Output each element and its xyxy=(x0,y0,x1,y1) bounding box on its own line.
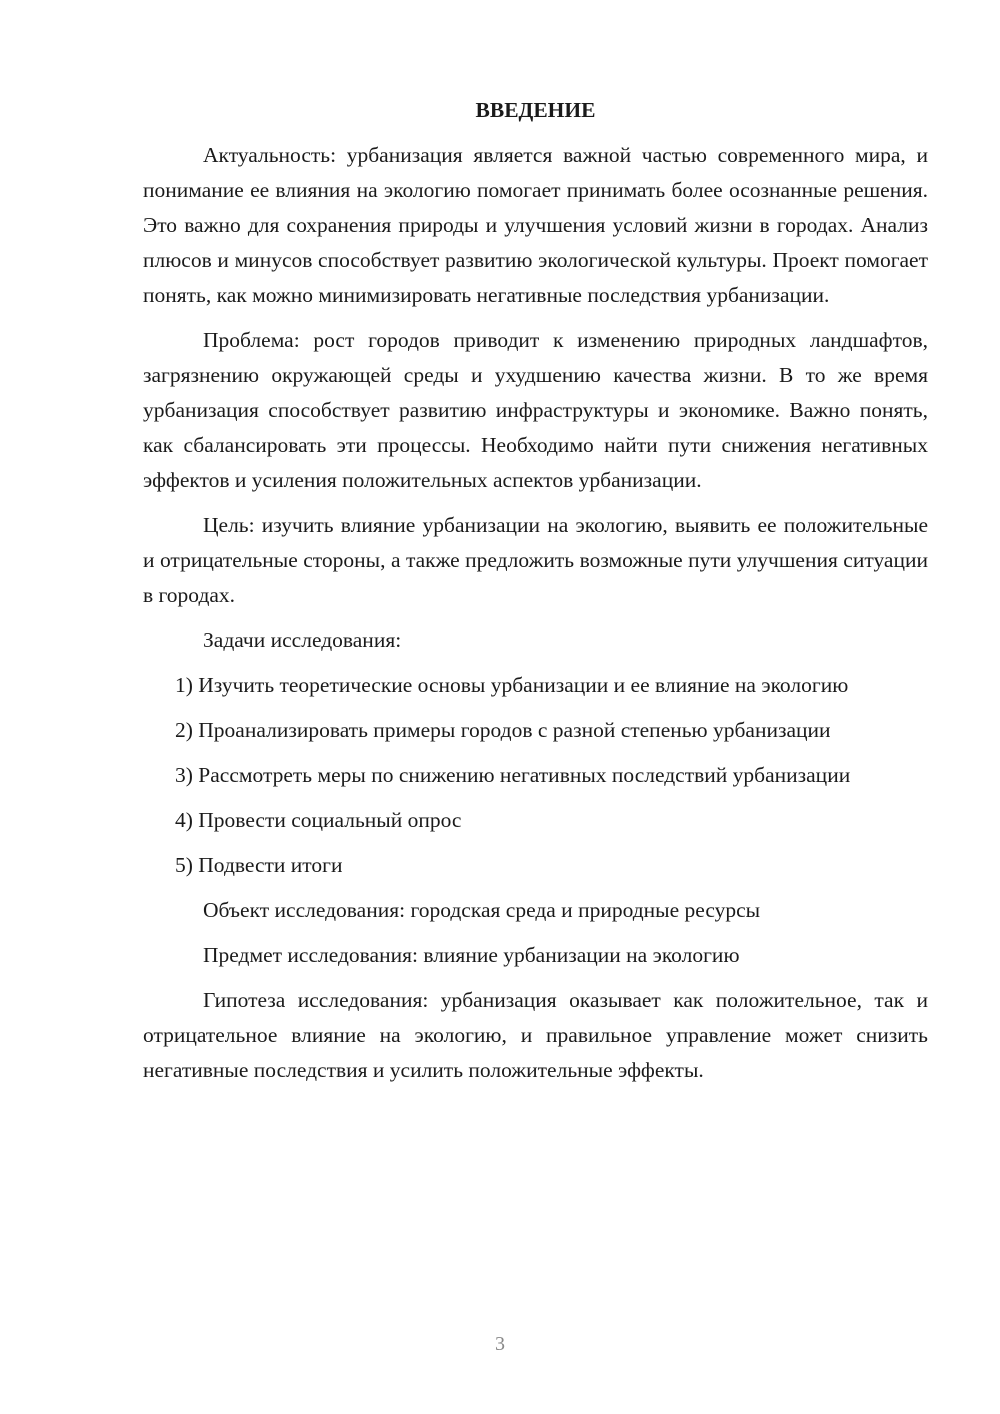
object-paragraph: Объект исследования: городская среда и природные ресурсы xyxy=(203,898,761,922)
task-item: 1) Изучить теоретические основы урбанизации и ее влияние на экологию xyxy=(175,673,849,697)
tasks-heading: Задачи исследования: xyxy=(203,628,402,652)
section-title: ВВЕДЕНИЕ xyxy=(475,98,596,122)
document-page xyxy=(143,90,928,1098)
subject-paragraph: Предмет исследования: влияние урбанизации на экологию xyxy=(203,943,740,967)
task-item: 2) Проанализировать примеры городов с разной степенью урбанизации xyxy=(175,718,831,742)
page-number: 3 xyxy=(495,1333,505,1355)
task-item: 4) Провести социальный опрос xyxy=(175,808,462,832)
goal-paragraph: Цель: изучить влияние урбанизации на экологию, выявить ее положительные и отрицательные стороны, а также предложить возможные пути улучшения ситуации в городах. xyxy=(143,513,928,607)
task-item: 5) Подвести итоги xyxy=(175,853,343,877)
task-item: 3) Рассмотреть меры по снижению негативных последствий урбанизации xyxy=(175,763,851,787)
hypothesis-paragraph: Гипотеза исследования: урбанизация оказывает как положительное, так и отрицательное влияние на экологию, и правильное управление может снизить негативные последствия и усилить положительные эффекты. xyxy=(143,988,928,1082)
relevance-paragraph: Актуальность: урбанизация является важной частью современного мира, и понимание ее влияния на экологию помогает принимать более осознанные решения. Это важно для сохранения природы и улучшения условий жизни в городах. Анализ плюсов и минусов способствует развитию экологической культуры. Проект помогает понять, как можно минимизировать негативные последствия урбанизации. xyxy=(143,143,928,307)
problem-paragraph: Проблема: рост городов приводит к изменению природных ландшафтов, загрязнению окружающей среды и ухудшению качества жизни. В то же время урбанизация способствует развитию инфраструктуры и экономике. Важно понять, как сбалансировать эти процессы. Необходимо найти пути снижения негативных эффектов и усиления положительных аспектов урбанизации. xyxy=(143,328,928,492)
